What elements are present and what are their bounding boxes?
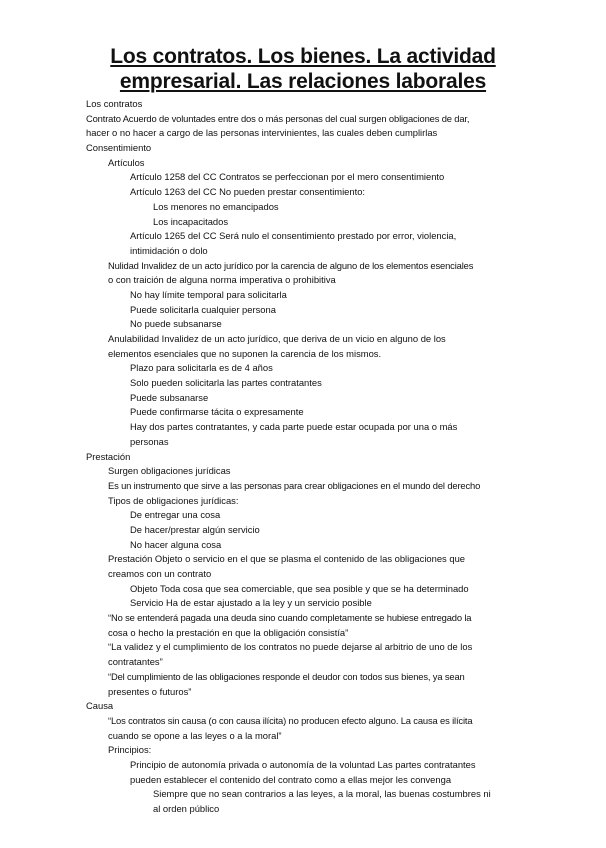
list-item: Puede confirmarse tácita o expresamente bbox=[130, 406, 304, 418]
list-item: De hacer/prestar algún servicio bbox=[130, 523, 260, 535]
list-item: Plazo para solicitarla es de 4 años bbox=[130, 362, 273, 374]
section-heading-contratos: Los contratos bbox=[86, 98, 143, 109]
title-line-2: empresarial. Las relaciones laborales bbox=[119, 70, 487, 93]
quote-line: cuando se opone a las leyes o a la moral” bbox=[108, 729, 282, 741]
list-item: Solo pueden solicitarla las partes contratantes bbox=[130, 377, 322, 389]
list-item: creamos con un contrato bbox=[108, 568, 212, 579]
quote-line: contratantes” bbox=[108, 656, 163, 668]
list-item: Principios: bbox=[108, 744, 152, 756]
list-item: Nulidad Invalidez de un acto jurídico por la carencia de alguno de los elementos esenciales bbox=[108, 259, 474, 271]
list-item: Siempre que no sean contrarios a las leyes, a la moral, las buenas costumbres ni bbox=[153, 788, 491, 800]
list-item: al orden público bbox=[153, 803, 220, 814]
list-item: Puede solicitarla cualquier persona bbox=[130, 303, 276, 315]
list-item: No hacer alguna cosa bbox=[130, 538, 222, 550]
list-item: Artículos bbox=[108, 156, 145, 168]
list-item: personas bbox=[130, 435, 169, 447]
section-heading-causa: Causa bbox=[86, 700, 114, 712]
list-item: o con traición de alguna norma imperativa o prohibitiva bbox=[108, 274, 336, 286]
quote-line: “Del cumplimiento de las obligaciones responde el deudor con todos sus bienes, ya sean bbox=[108, 670, 465, 682]
section-heading-prestacion: Prestación bbox=[86, 450, 131, 462]
list-item: Surgen obligaciones jurídicas bbox=[108, 465, 231, 477]
list-item: Tipos de obligaciones jurídicas: bbox=[108, 494, 239, 506]
list-item: intimidación o dolo bbox=[130, 244, 208, 256]
text-line: Contrato Acuerdo de voluntades entre dos o más personas del cual surgen obligaciones de dar, bbox=[86, 112, 470, 124]
section-heading-consentimiento: Consentimiento bbox=[86, 142, 152, 154]
page-title bbox=[0, 44, 606, 94]
title-line-1: Los contratos. Los bienes. La actividad bbox=[110, 45, 496, 68]
quote-line: presentes o futuros” bbox=[108, 685, 192, 697]
list-item: Puede subsanarse bbox=[130, 391, 209, 403]
list-item: Prestación Objeto o servicio en el que se plasma el contenido de las obligaciones que bbox=[108, 553, 465, 565]
list-item: Artículo 1263 del CC No pueden prestar consentimiento: bbox=[130, 186, 366, 198]
list-item: No puede subsanarse bbox=[130, 318, 222, 330]
list-item: No hay límite temporal para solicitarla bbox=[130, 288, 287, 300]
list-item: Artículo 1258 del CC Contratos se perfeccionan por el mero consentimiento bbox=[130, 171, 445, 183]
list-item: elementos esenciales que no suponen la carencia de los mismos. bbox=[108, 347, 382, 359]
quote-line: cosa o hecho la prestación en que la obligación consistía” bbox=[108, 626, 349, 638]
list-item: Principio de autonomía privada o autonomía de la voluntad Las partes contratantes bbox=[130, 758, 476, 770]
quote-line: “Los contratos sin causa (o con causa ilícita) no producen efecto alguno. La causa es ilícita bbox=[108, 714, 473, 726]
list-item: Objeto Toda cosa que sea comerciable, que sea posible y que se ha determinado bbox=[130, 582, 469, 594]
list-item: Los incapacitados bbox=[153, 215, 229, 227]
list-item: Anulabilidad Invalidez de un acto jurídico, que deriva de un vicio en alguno de los bbox=[108, 333, 446, 344]
list-item: Servicio Ha de estar ajustado a la ley y un servicio posible bbox=[130, 597, 372, 609]
list-item: Los menores no emancipados bbox=[153, 200, 279, 212]
list-item: De entregar una cosa bbox=[130, 509, 221, 521]
list-item: Artículo 1265 del CC Será nulo el consentimiento prestado por error, violencia, bbox=[130, 230, 457, 242]
list-item: Es un instrumento que sirve a las personas para crear obligaciones en el mundo del derecho bbox=[108, 479, 481, 491]
list-item: pueden establecer el contenido del contrato como a ellas mejor les convenga bbox=[130, 773, 452, 785]
text-line: hacer o no hacer a cargo de las personas intervinientes, las cuales deben cumplirlas bbox=[86, 127, 438, 139]
list-item: Hay dos partes contratantes, y cada parte puede estar ocupada por una o más bbox=[130, 421, 458, 433]
quote-line: “No se entenderá pagada una deuda sino cuando completamente se hubiese entregado la bbox=[108, 612, 472, 624]
quote-line: “La validez y el cumplimiento de los contratos no puede dejarse al arbitrio de uno de los bbox=[108, 641, 473, 653]
document-body bbox=[0, 97, 606, 817]
